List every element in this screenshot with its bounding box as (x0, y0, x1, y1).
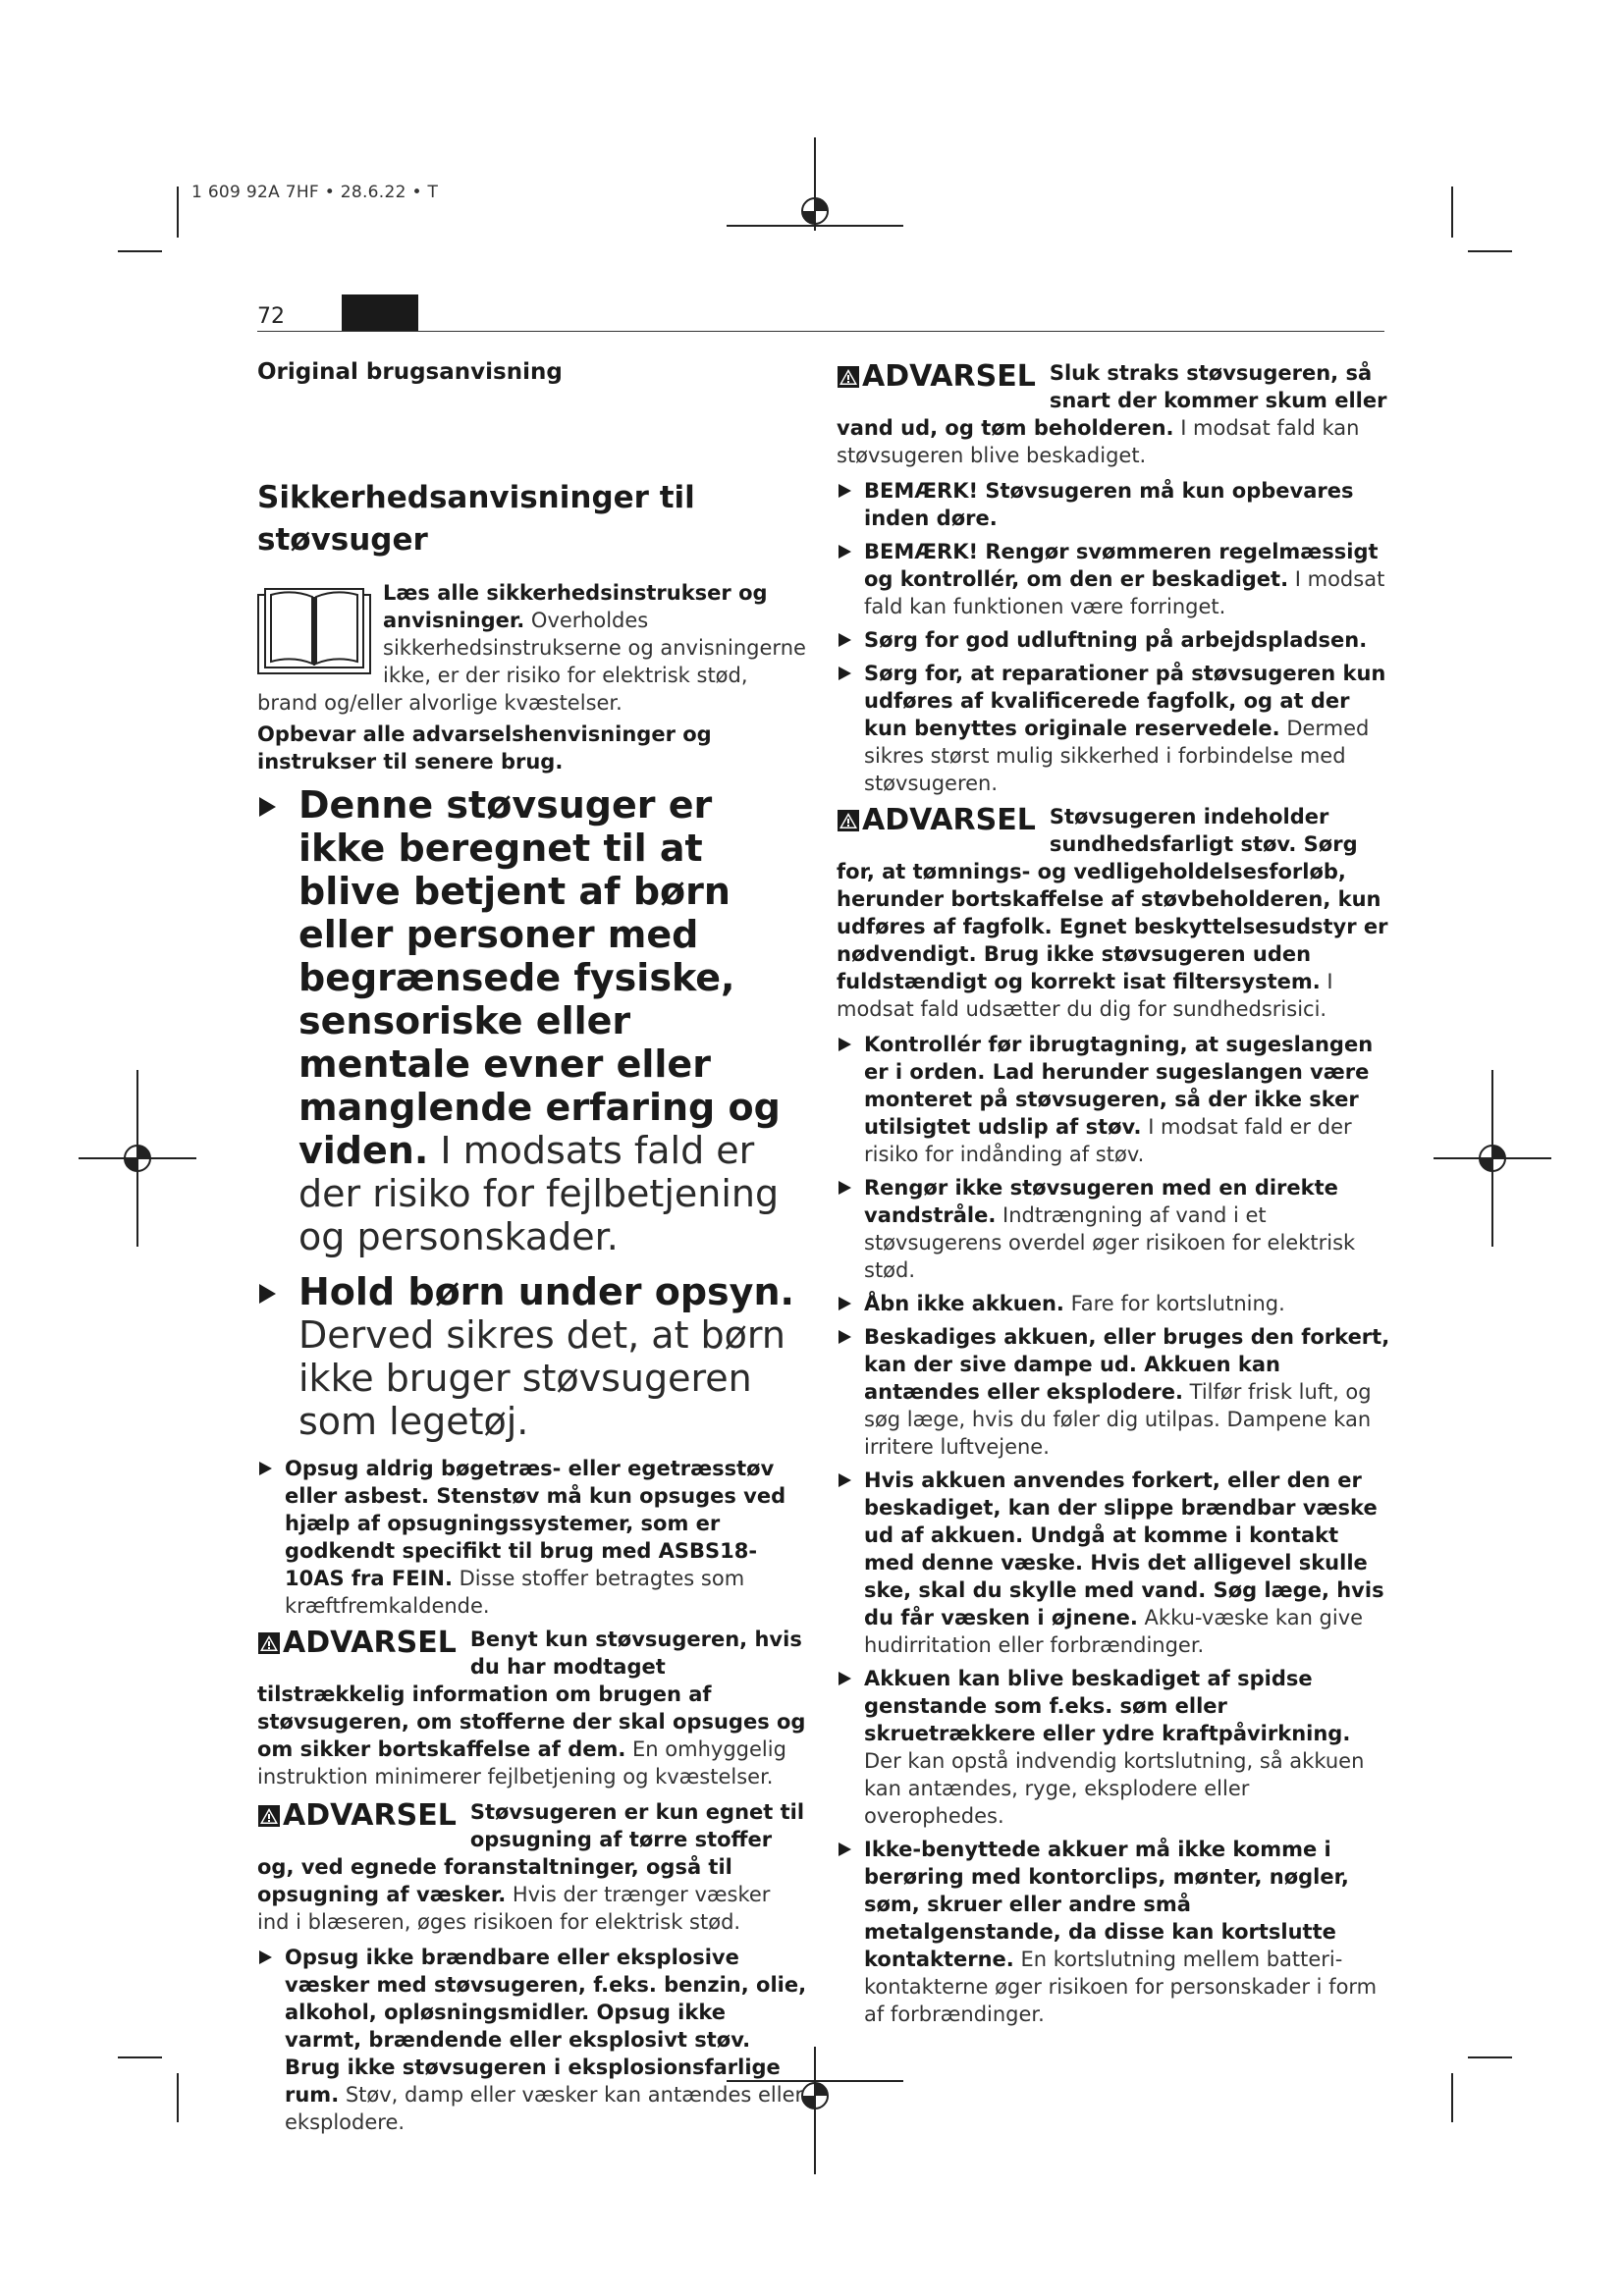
crop-mark (1451, 2073, 1453, 2122)
bullet-water-jet: Rengør ikke støvsugeren med en direkte vandstråle. Indtrængning af vand i et støvsugerens overdel øger risikoen for elektrisk stød. (837, 1174, 1390, 1284)
warning-label: ADVARSEL (837, 805, 1036, 836)
bullet-repairs: Sørg for, at reparationer på støvsugeren kun udføres af kvalificerede fagfolk, og at der kun benyttes originale reservedele. Dermed sikres størst mulig sikkerhed i forbindelse med støvsugeren. (837, 660, 1390, 797)
crop-mark (1468, 2056, 1512, 2058)
crop-mark (118, 250, 162, 252)
warning-label: ADVARSEL (257, 1800, 457, 1832)
keep-instructions: Opbevar alle advarselshenvisninger og instrukser til senere brug. (257, 722, 712, 774)
section-title: Sikkerhedsanvisninger til støvsuger (257, 480, 695, 558)
bullet-arrow-icon (839, 667, 851, 680)
bullet-arrow-icon (839, 1473, 851, 1487)
bullet-arrow-icon (259, 1462, 272, 1475)
bullet-short-circuit: Ikke-benyttede akkuer må ikke komme i berøring med kontorclips, mønter, nøgler, søm, skruer eller andre små metalgenstande, da disse kan kortslutte kontakterne. En kortslutning mellem batteri-kontakterne øger risikoen for personskader i form af forbrændinger. (837, 1836, 1390, 2028)
bullet-arrow-icon (259, 1284, 276, 1304)
crop-mark (118, 2056, 162, 2058)
crop-mark (177, 2073, 179, 2122)
warning-triangle-icon (257, 1804, 281, 1828)
warning-info: ADVARSEL Benyt kun støvsugeren, hvis du har modtaget tilstrækkelig information om brugen af støvsugeren, om stofferne der skal opsuges og om sikker bortskaffelse af dem. En omhyggelig instruktion minimerer fejlbetjening og kvæstelser. (257, 1626, 806, 1789)
read-rest: Overholdes sikkerhedsinstrukserne og anvisningerne ikke, er der risiko for elektrisk stød, brand og/eller alvorlige kvæstelser. (257, 609, 806, 715)
crop-mark (1451, 187, 1453, 238)
bullet-arrow-icon (839, 1297, 851, 1310)
bullet-hose: Kontrollér før ibrugtagning, at sugeslangen er i orden. Lad herunder sugeslangen være monteret på støvsugeren, så der ikke sker utilsigtet udslip af støv. I modsat fald er der risiko for indånding af støv. (837, 1031, 1390, 1168)
original-label: Original brugsanvisning (257, 359, 563, 385)
crop-mark (1468, 250, 1512, 252)
warning-triangle-icon (257, 1631, 281, 1655)
book-icon (257, 585, 371, 675)
page-number: 72 (257, 304, 285, 329)
header-rule (257, 331, 1384, 332)
page-tab-bar (342, 294, 418, 331)
read-instructions-block (257, 579, 807, 717)
bullet-arrow-icon (839, 1330, 851, 1344)
bullet-ventilation: Sørg for god udluftning på arbejdspladsen. (837, 626, 1390, 654)
bullet-arrow-icon (839, 1181, 851, 1195)
bullet-arrow-icon (839, 1672, 851, 1685)
bullet-sharp-objects: Akkuen kan blive beskadiget af spidse genstande som f.eks. søm eller skruetrækkere eller ydre kraftpåvirkning. Der kan opstå indvendig kortslutning, så akkuen kan antændes, ryge, eksplodere eller overophedes. (837, 1665, 1390, 1830)
bullet-arrow-icon (839, 1038, 851, 1051)
document-code: 1 609 92A 7HF • 28.6.22 • T (191, 183, 439, 202)
bullet-children: Denne støvsuger er ikke beregnet til at blive betjent af børn eller personer med begrænsede fysiske, sensoriske eller mentale evner eller manglende erfaring og viden. I modsats fald er der risiko for fejlbetjening og personskader. (257, 783, 807, 1258)
bullet-arrow-icon (259, 1950, 272, 1964)
bullet-supervise: Hold børn under opsyn. Derved sikres det, at børn ikke bruger støvsugeren som legetøj. (257, 1270, 807, 1443)
bullet-flammable: Opsug ikke brændbare eller eksplosive væsker med støvsugeren, f.eks. benzin, olie, alkohol, opløsningsmidler. Opsug ikke varmt, brændende eller eksplosivt støv. Brug ikke støvsugeren i eksplosionsfarlige rum. Støv, damp eller væsker kan antændes eller eksplodere. (257, 1944, 807, 2136)
bullet-open-battery: Åbn ikke akkuen. Fare for kortslutning. (837, 1290, 1390, 1317)
warning-foam: ADVARSEL Sluk straks støvsugeren, så snart der kommer skum eller vand ud, og tøm beholderen. I modsat fald kan støvsugeren blive beskadiget. (837, 359, 1387, 467)
read-bold: Læs alle sikkerhedsinstrukser og anvisninger. (383, 581, 768, 632)
bullet-vapours: Beskadiges akkuen, eller bruges den forkert, kan der sive dampe ud. Akkuen kan antændes eller eksplodere. Tilfør frisk luft, og søg læge, hvis du føler dig utilpas. Dampene kan irritere luftvejene. (837, 1323, 1390, 1461)
bullet-arrow-icon (259, 797, 276, 817)
bullet-arrow-icon (839, 545, 851, 559)
warning-label: ADVARSEL (837, 361, 1036, 393)
warning-label: ADVARSEL (257, 1628, 457, 1659)
bullet-arrow-icon (839, 1842, 851, 1856)
bullet-float: BEMÆRK! Rengør svømmeren regelmæssigt og kontrollér, om den er beskadiget. I modsat fald kan funktionen være forringet. (837, 538, 1390, 620)
warning-dry: ADVARSEL Støvsugeren er kun egnet til opsugning af tørre stoffer og, ved egnede foranstaltninger, også til opsugning af væsker. Hvis der trænger væsker ind i blæseren, øges risikoen for elektrisk stød. (257, 1798, 805, 1934)
warning-health: ADVARSEL Støvsugeren indeholder sundhedsfarligt støv. Sørg for, at tømnings- og vedligeholdelsesforløb, herunder bortskaffelse af støvbeholderen, kun udføres af fagfolk. Egnet beskyttelsesudstyr er nødvendigt. Brug ikke støvsugeren uden fuldstændigt og korrekt isat filtersystem. I modsat fald udsætter du dig for sundhedsrisici. (837, 803, 1388, 1021)
left-column (257, 359, 807, 2142)
warning-triangle-icon (837, 809, 860, 832)
right-column (837, 359, 1390, 2034)
crop-mark (177, 187, 179, 238)
bullet-indoors: BEMÆRK! Støvsugeren må kun opbevares inden døre. (837, 477, 1390, 532)
registration-mark-left (79, 1070, 196, 1247)
bullet-liquid: Hvis akkuen anvendes forkert, eller den er beskadiget, kan der slippe brændbar væske ud af akkuen. Undgå at komme i kontakt med denne væske. Hvis det alligevel skulle ske, skal du skylle med vand. Søg læge, hvis du får væsken i øjnene. Akku-væske kan give hudirritation eller forbrændinger. (837, 1467, 1390, 1659)
bullet-arrow-icon (839, 633, 851, 647)
registration-mark-top (727, 137, 903, 255)
bullet-arrow-icon (839, 484, 851, 498)
registration-mark-right (1434, 1070, 1551, 1247)
warning-triangle-icon (837, 365, 860, 389)
bullet-dust: Opsug aldrig bøgetræs- eller egetræsstøv eller asbest. Stenstøv må kun opsuges ved hjælp af opsugningssystemer, som er godkendt specifikt til brug med ASBS18-10AS fra FEIN. Disse stoffer betragtes som kræftfremkaldende. (257, 1455, 807, 1620)
